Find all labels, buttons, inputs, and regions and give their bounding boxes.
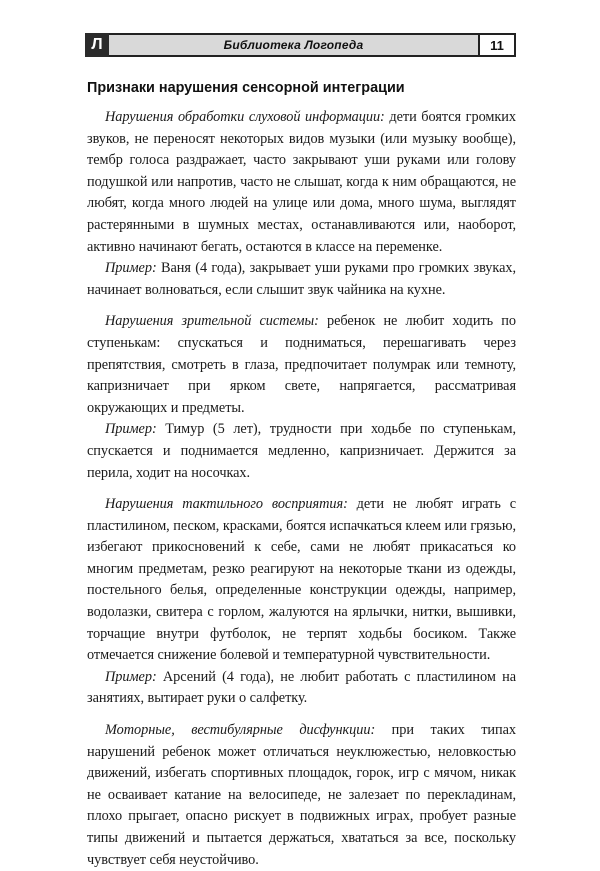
example-text: Тимур (5 лет), трудности при ходьбе по ступенькам, спускается и поднимается медленно, капризничает. Держится за перила, ходит на носочках.: [87, 421, 516, 481]
section-title: Признаки нарушения сенсорной интеграции: [87, 80, 405, 96]
paragraph-text: дети боятся громких звуков, не переносят некоторых видов музыки (или музыку вообще), тембр голоса раздражает, часто закрывают уши руками или голову подушкой или напротив, часто не слышат, когда к ним обращаются, не любят, когда много людей на улице или дома, много шума, выглядят растерянными в шумных местах, останавливаются или, наоборот, активно начинают бегать, остаются в классе на переменке.: [87, 109, 516, 255]
paragraph-lead: Моторные, вестибулярные дисфункции:: [105, 722, 376, 739]
example-lead: Пример:: [105, 260, 157, 277]
example-text: Ваня (4 года), закрывает уши руками про громких звуках, начинает волноваться, если слышит звук чайника на кухне.: [87, 260, 516, 298]
paragraph-auditory: [87, 107, 516, 258]
paragraph-tactile: [87, 494, 516, 667]
example-lead: Пример:: [105, 421, 157, 438]
paragraph-visual: [87, 311, 516, 419]
spacer: [87, 484, 516, 494]
spacer: [87, 301, 516, 311]
spacer: [87, 710, 516, 720]
example-auditory: [87, 258, 516, 301]
example-lead: Пример:: [105, 668, 157, 685]
example-visual: [87, 419, 516, 484]
page-number: 11: [478, 35, 514, 55]
paragraph-lead: Нарушения тактильного восприятия:: [105, 496, 348, 513]
paragraph-text: ребенок не любит ходить по ступенькам: спускаться и подниматься, перешагивать через препятствия, смотреть в глаза, предпочитает полумрак или темноту, капризничает при ярком свете, напрягается, рассматривая окружающих и предметы.: [87, 313, 516, 416]
series-title: Библиотека Логопеда: [109, 35, 478, 55]
running-header: [85, 33, 516, 57]
paragraph-text: при таких типах нарушений ребенок может отличаться неуклюжестью, неловкостью движений, избегать спортивных площадок, горок, игр с мячом, никак не осваивает катание на велосипеде, не залезает по перекладинам, плохо прыгает, опасно рискует в подвижных играх, пробует разные типы движений и пытается держаться, хвататься за все, поскольку чувствует себя неустойчиво.: [87, 722, 516, 868]
example-text: Арсений (4 года), не любит работать с пластилином на занятиях, вытирает руки о салфетку.: [87, 668, 516, 707]
paragraph-lead: Нарушения обработки слуховой информации:: [105, 109, 385, 125]
paragraph-lead: Нарушения зрительной системы:: [105, 313, 319, 330]
example-tactile: [87, 667, 516, 710]
series-logo: Л: [85, 33, 109, 57]
paragraph-text: дети не любят играть с пластилином, песком, красками, боятся испачкаться клеем или грязью, избегают прикосновений к себе, сами не любят прикасаться ко многим предметам, резко реагируют на некоторые ткани из одежды, постельного белья, определенные конструкции одежды, например, водолазки, свитера с горлом, жалуются на ярлычки, нитки, вышивки, торчащие внутри футболок, не терпят ходьбы босиком. Также отмечается снижение болевой и температурной чувствительности.: [87, 496, 516, 664]
paragraph-motor: [87, 720, 516, 871]
